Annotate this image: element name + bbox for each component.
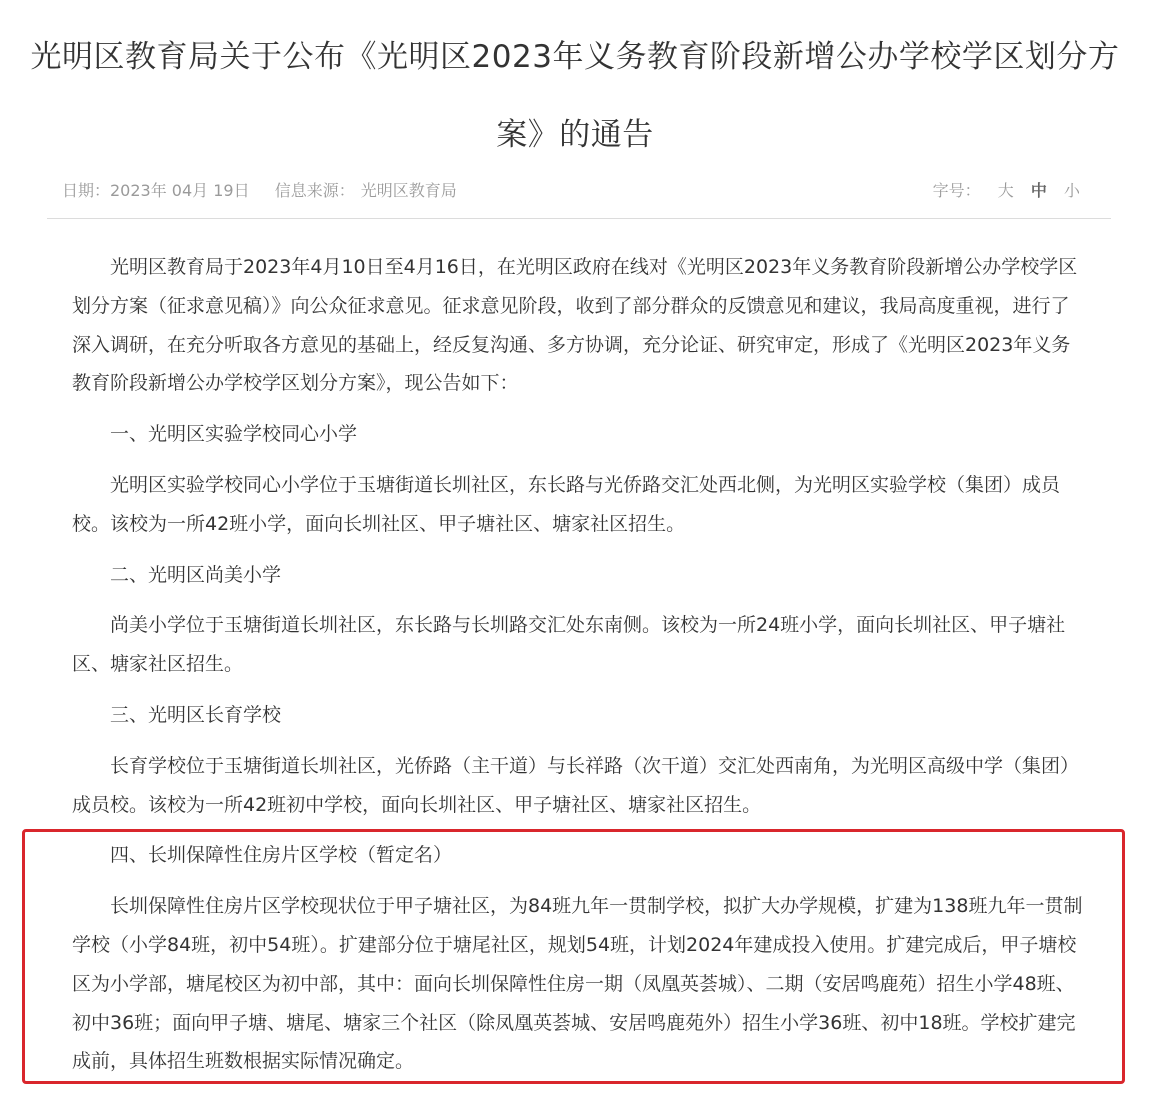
section-3-heading: 三、光明区长育学校	[110, 703, 282, 726]
font-size-switcher	[933, 178, 1080, 201]
section-2-text: 尚美小学位于玉塘街道长圳社区，东长路与长圳路交汇处东南侧。该校为一所24班小学，面向长圳社区、甲子塘社区、塘家社区招生。	[72, 614, 1066, 676]
section-4-heading: 四、长圳保障性住房片区学校（暂定名）	[110, 844, 453, 867]
article-title: 光明区教育局关于公布《光明区2023年义务教育阶段新增公办学校学区划分方案》的通告	[30, 39, 1120, 153]
section-2-heading: 二、光明区尚美小学	[110, 563, 282, 586]
meta-divider	[47, 218, 1111, 219]
font-size-small-button[interactable]: 小	[1063, 181, 1080, 200]
publish-date: 日期：2023年 04月 19日	[62, 181, 250, 200]
font-size-label: 字号：	[932, 181, 981, 200]
article-meta	[58, 174, 1080, 202]
section-1-heading: 一、光明区实验学校同心小学	[110, 423, 358, 446]
source-label: 信息来源：	[274, 181, 355, 200]
meta-left	[62, 178, 477, 201]
font-size-large-button[interactable]: 大	[997, 181, 1014, 200]
section-4-highlight-box	[22, 829, 1125, 1084]
section-1-text: 光明区实验学校同心小学位于玉塘街道长圳社区，东长路与光侨路交汇处西北侧，为光明区实验学校（集团）成员校。该校为一所42班小学，面向长圳社区、甲子塘社区、塘家社区招生。	[72, 473, 1061, 535]
section-3-text: 长育学校位于玉塘街道长圳社区，光侨路（主干道）与长祥路（次干道）交汇处西南角，为光明区高级中学（集团）成员校。该校为一所42班初中学校，面向长圳社区、甲子塘社区、塘家社区招生。	[72, 754, 1080, 816]
intro-paragraph: 光明区教育局于2023年4月10日至4月16日，在光明区政府在线对《光明区2023年义务教育阶段新增公办学校学区划分方案（征求意见稿）》向公众征求意见。征求意见阶段，收到了部分群众的反馈意见和建议，我局高度重视，进行了深入调研，在充分听取各方意见的基础上，经反复沟通、多方协调，充分论证、研究审定，形成了《光明区2023年义务教育阶段新增公办学校学区划分方案》，现公告如下：	[72, 256, 1078, 395]
font-size-medium-button[interactable]: 中	[1030, 181, 1047, 200]
info-source	[275, 181, 457, 200]
source-value: 光明区教育局	[360, 181, 457, 200]
section-4-text: 长圳保障性住房片区学校现状位于甲子塘社区，为84班九年一贯制学校，拟扩大办学规模，扩建为138班九年一贯制学校（小学84班，初中54班）。扩建部分位于塘尾社区，规划54班，计划2024年建成投入使用。扩建完成后，甲子塘校区为小学部，塘尾校区为初中部，其中：面向长圳保障性住房一期（凤凰英荟城）、二期（安居鸣鹿苑）招生小学48班、初中36班；面向甲子塘、塘尾、塘家三个社区（除凤凰英荟城、安居鸣鹿苑外）招生小学36班、初中18班。学校扩建完成前，具体招生班数根据实际情况确定。	[72, 895, 1083, 1073]
